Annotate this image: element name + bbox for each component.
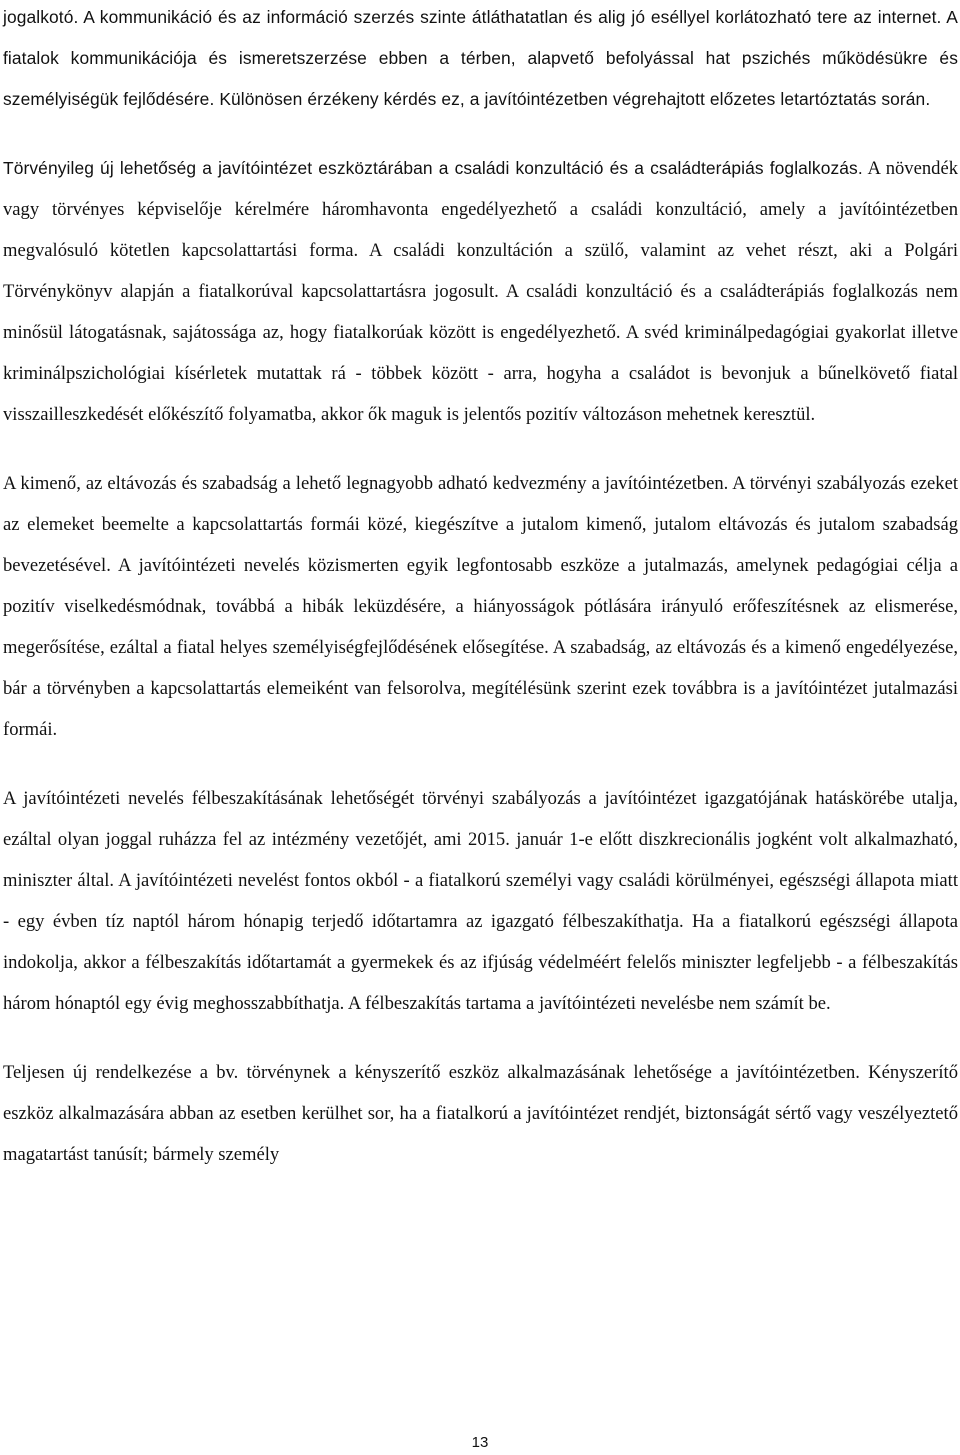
page-number: 13 (471, 1434, 489, 1451)
paragraph-2 (3, 148, 958, 435)
paragraph-4 (3, 778, 958, 1024)
paragraph-1-text: jogalkotó. A kommunikáció és az információ szerzés szinte átláthatatlan és alig jó eséllyel korlátozható tere az internet. A fiatalok kommunikációja és ismeretszerzése ebben a térben, alapvető befolyással hat pszichés működésükre és személyiségük fejlődésére. Különösen érzékeny kérdés ez, a javítóintézetben végrehajtott előzetes letartóztatás során. (3, 7, 958, 109)
paragraph-4-text: A javítóintézeti nevelés félbeszakításának lehetőségét törvényi szabályozás a javítóintézet igazgatójának hatáskörébe utalja, ezáltal olyan joggal ruházza fel az intézmény vezetőjét, ami 2015. január 1-e előtt diszkrecionális jogként volt alkalmazható, miniszter által. A javítóintézeti nevelést fontos okból - a fiatalkorú személyi vagy családi körülményei, egészségi állapota miatt - egy évben tíz naptól három hónapig terjedő időtartamra az igazgató félbeszakíthatja. Ha a fiatalkorú egészségi állapota indokolja, akkor a félbeszakítás időtartamát a gyermekek és az ifjúság védelméért felelős miniszter legfeljebb - a félbeszakítás három hónaptól egy évig meghosszabbíthatja. A félbeszakítás tartama a javítóintézeti nevelésbe nem számít be. (3, 788, 958, 1014)
paragraph-3 (3, 463, 958, 750)
paragraph-1 (3, 0, 958, 120)
paragraph-5-text: Teljesen új rendelkezése a bv. törvénynek a kényszerítő eszköz alkalmazásának lehetősége a javítóintézetben. Kényszerítő eszköz alkalmazására abban az esetben kerülhet sor, ha a fiatalkorú a javítóintézet rendjét, biztonságát sértő vagy veszélyeztető magatartást tanúsít; bármely személy (3, 1062, 958, 1165)
paragraph-3-text: A kimenő, az eltávozás és szabadság a lehető legnagyobb adható kedvezmény a javítóintézetben. A törvényi szabályozás ezeket az elemeket beemelte a kapcsolattartás formái közé, kiegészítve a jutalom kimenő, jutalom eltávozás és jutalom szabadság bevezetésével. A javítóintézeti nevelés közismerten egyik legfontosabb eszköze a jutalmazás, amelynek pedagógiai célja a pozitív viselkedésmódnak, továbbá a hibák leküzdésére, a hiányosságok pótlására irányuló erőfeszítésnek az elismerése, megerősítése, ezáltal a fiatal helyes személyiségfejlődésének elősegítése. A szabadság, az eltávozás és a kimenő engedélyezése, bár a törvényben a kapcsolattartás elemeiként van felsorolva, megítélésünk szerint ezek továbbra is a javítóintézet jutalmazási formái. (3, 473, 958, 740)
paragraph-2-lead-text: Törvényileg új lehetőség a javítóintézet eszköztárában a családi konzultáció és a családterápiás foglalkozás. (3, 158, 863, 178)
body-text (3, 0, 958, 1175)
paragraph-2-text: A növendék vagy törvényes képviselője kérelmére háromhavonta engedélyezhető a családi konzultáció, amely a javítóintézetben megvalósuló kötetlen kapcsolattartási forma. A családi konzultáción a szülő, valamint az vehet részt, aki a Polgári Törvénykönyv alapján a fiatalkorúval kapcsolattartásra jogosult. A családi konzultáció és a családterápiás foglalkozás nem minősül látogatásnak, sajátossága az, hogy fiatalkorúak között is engedélyezhető. A svéd kriminálpedagógiai gyakorlat illetve kriminálpszichológiai kísérletek mutattak rá - többek között - arra, hogyha a családot is bevonjuk a bűnelkövető fiatal visszailleszkedését előkészítő folyamatba, akkor ők maguk is jelentős pozitív változáson mehetnek keresztül. (3, 158, 958, 425)
paragraph-5 (3, 1052, 958, 1175)
